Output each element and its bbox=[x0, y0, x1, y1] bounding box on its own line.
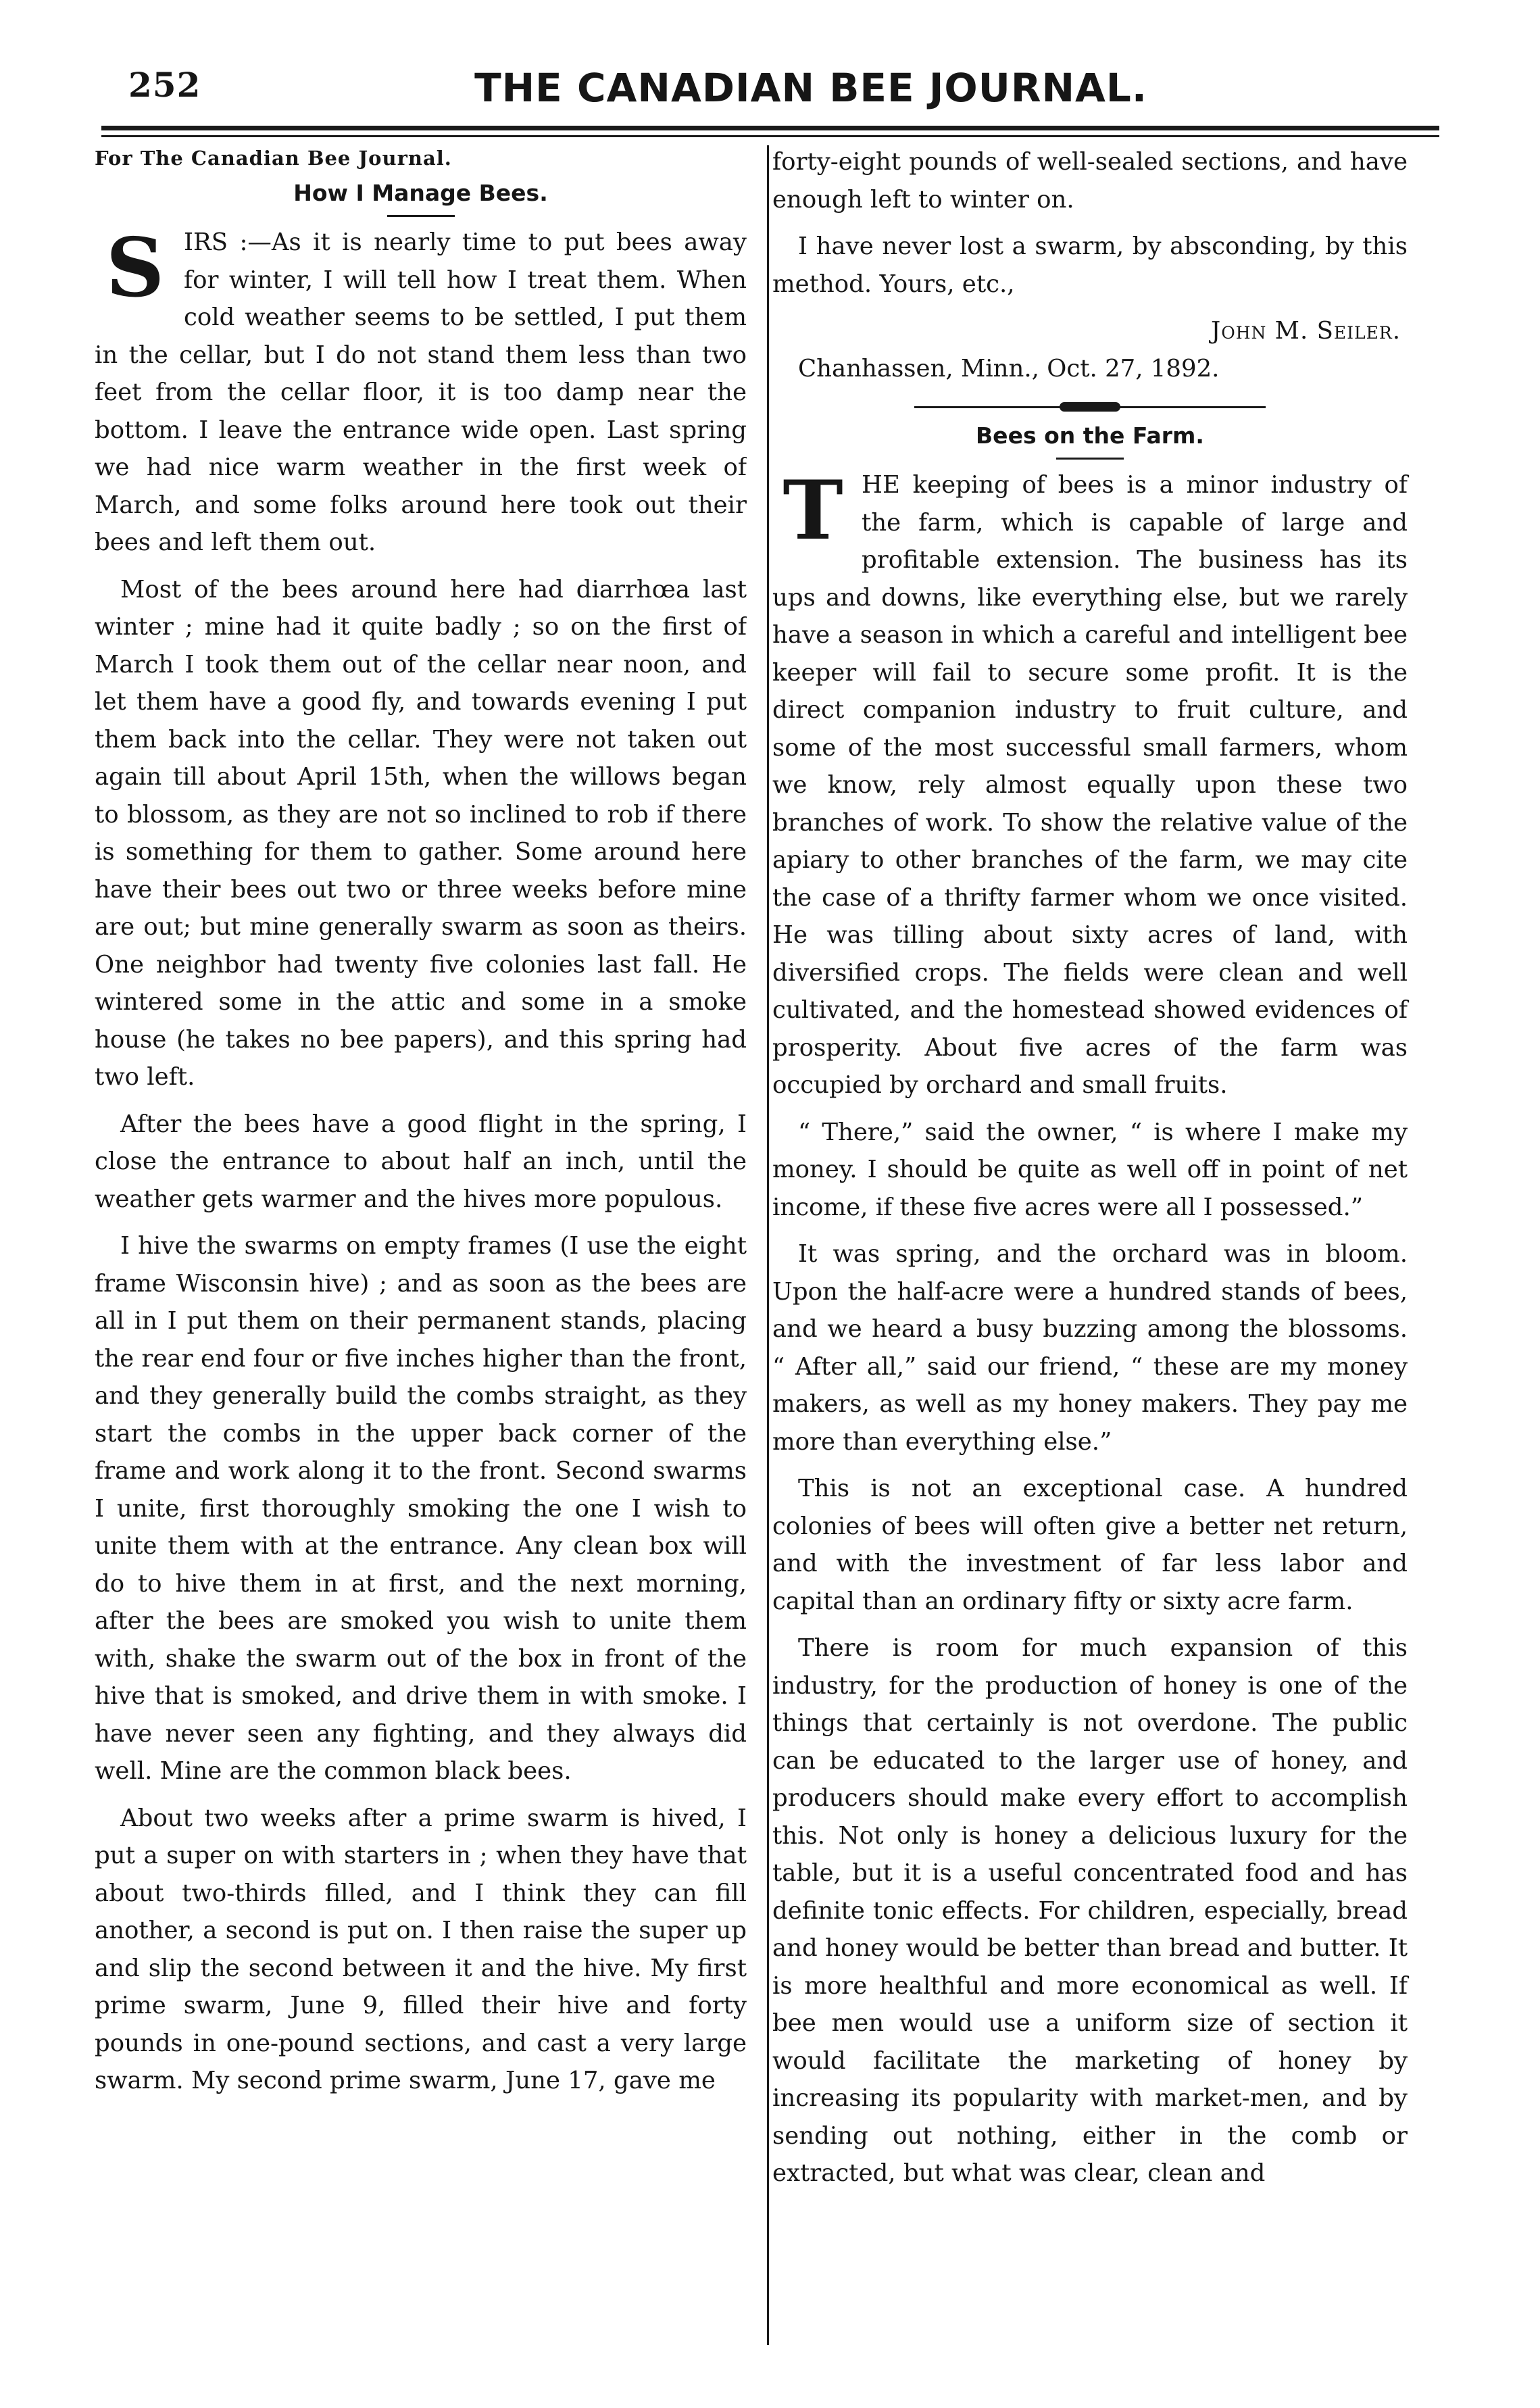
article2-paragraph-3: It was spring, and the orchard was in bloom. Upon the half-acre were a hundred stands of bees, and we heard a busy buzzing among the blossoms. “ After all,” said our friend, “ these are my money makers, as well as my honey makers. They pay me more than everything else.” bbox=[772, 1240, 1408, 1456]
article2-first-paragraph bbox=[772, 463, 1408, 1104]
article1-paragraph-4: I hive the swarms on empty frames (I use the eight frame Wisconsin hive) ; and as soon as the bees are all in I put them on their permanent stands, placing the rear end four or five inches higher than the front, and they generally build the combs straight, as they start the combs in the upper back corner of the frame and work along it to the front. Second swarms I unite, first thoroughly smoking the one I wish to unite them with at the entrance. Any clean box will do to hive them in at first, and the next morning, after the bees are smoked you wish to unite them with, shake the swarm out of the box in front of the hive that is smoked, and drive them in with smoke. I have never seen any fighting, and they always did well. Mine are the common black bees. bbox=[95, 1232, 747, 1785]
header-rule-thin bbox=[101, 135, 1439, 137]
article1-first-paragraph-text: IRS :—As it is nearly time to put bees away for winter, I will tell how I treat them. When cold weather seems to be settled, I put them in the cellar, but I do not stand them less than two feet from the cellar floor, it is too damp near the bottom. I leave the entrance wide open. Last spring we had nice warm weather in the first week of March, and some folks around here took out their bees and left them out. bbox=[95, 228, 747, 556]
author-name: John M. Seiler. bbox=[1210, 317, 1401, 345]
author-signature bbox=[772, 312, 1408, 350]
right-column bbox=[772, 143, 1435, 2367]
article1-continuation: forty-eight pounds of well-sealed sections, and have enough left to winter on. bbox=[772, 148, 1408, 214]
title-rule-2 bbox=[1056, 458, 1124, 460]
journal-title: THE CANADIAN BEE JOURNAL. bbox=[474, 65, 1147, 111]
article2-first-paragraph-text: HE keeping of bees is a minor industry of the farm, which is capable of large and profitable extension. The business has its ups and downs, like everything else, but we rarely have a season in which a careful and intelligent bee keeper will fail to secure some profit. It is the direct companion industry to fruit culture, and some of the most successful small farmers, whom we know, rely almost equally upon these two branches of work. To show the relative value of the apiary to other branches of the farm, we may cite the case of a thrifty farmer whom we once visited. He was tilling about sixty acres of land, with diversified crops. The fields were clean and well cultivated, and the homestead showed evidences of prosperity. About five acres of the farm was occupied by orchard and small fruits. bbox=[772, 471, 1408, 1099]
left-column bbox=[95, 143, 747, 2367]
page-header bbox=[101, 65, 1439, 132]
header-rule-thick bbox=[101, 126, 1439, 130]
for-line: For The Canadian Bee Journal. bbox=[95, 147, 452, 170]
article-title-how-i-manage-bees: How I Manage Bees. bbox=[293, 180, 548, 206]
article2-paragraph-2: “ There,” said the owner, “ is where I make my money. I should be quite as well off in point of net income, if these five acres were all I possessed.” bbox=[772, 1118, 1408, 1221]
column-divider bbox=[767, 145, 769, 2345]
article1-paragraph-2: Most of the bees around here had diarrhœa last winter ; mine had it quite badly ; so on the first of March I took them out of the cellar near noon, and let them have a good fly, and towards evening I put them back into the cellar. They were not taken out again till about April 15th, when the willows began to blossom, as they are not so inclined to rob if there is something for them to gather. Some around here have their bees out two or three weeks before mine are out; but mine generally swarm as soon as theirs. One neighbor had twenty five colonies last fall. He wintered some in the attic and some in a smoke house (he takes no bee papers), and this spring had two left. bbox=[95, 575, 747, 1091]
article1-paragraph-5: About two weeks after a prime swarm is hived, I put a super on with starters in ; when they have that about two-thirds filled, and I think they can fill another, a second is put on. I then raise the super up and slip the second between it and the hive. My first prime swarm, June 9, filled their hive and forty pounds in one-pound sections, and cast a very large swarm. My second prime swarm, June 17, gave me bbox=[95, 1804, 747, 2094]
article-title-bees-on-the-farm: Bees on the Farm. bbox=[976, 422, 1204, 449]
article1-first-paragraph bbox=[95, 220, 747, 562]
page-number: 252 bbox=[128, 65, 201, 105]
article2-paragraph-5: There is room for much expansion of this industry, for the production of honey is one of the things that certainly is not overdone. The public can be educated to the larger use of honey, and producers should make every effort to accomplish this. Not only is honey a delicious luxury for the table, but it is a useful concentrated food and has definite tonic effects. For children, especially, bread and honey would be better than bread and butter. It is more healthful and more economical as well. If bee men would use a uniform size of section it would facilitate the marketing of honey by increasing its popularity with market-men, and by sending out nothing, either in the comb or extracted, but what was clear, clean and bbox=[772, 1634, 1408, 2187]
dateline: Chanhassen, Minn., Oct. 27, 1892. bbox=[798, 354, 1220, 383]
ornamental-divider bbox=[914, 402, 1266, 412]
drop-cap-s: S bbox=[105, 220, 165, 316]
article1-closing: I have never lost a swarm, by absconding, by this method. Yours, etc., bbox=[772, 232, 1408, 298]
drop-cap-t: T bbox=[783, 463, 843, 558]
title-rule bbox=[387, 215, 455, 217]
ornamental-divider-knot bbox=[1060, 402, 1120, 412]
article2-paragraph-4: This is not an exceptional case. A hundred colonies of bees will often give a better net return, and with the investment of far less labor and capital than an ordinary fifty or sixty acre farm. bbox=[772, 1475, 1408, 1615]
article1-paragraph-3: After the bees have a good flight in the spring, I close the entrance to about half an inch, until the weather gets warmer and the hives more populous. bbox=[95, 1110, 747, 1213]
